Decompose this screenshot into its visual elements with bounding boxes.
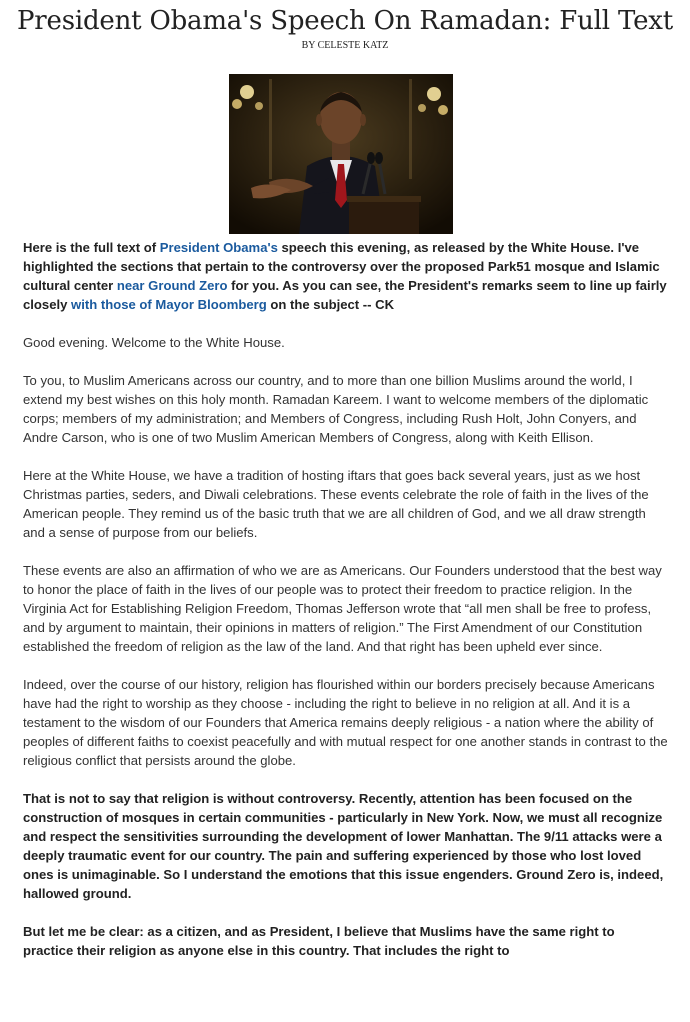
intro-text-3: for you. As you can see, the President's remarks seem to line up fairly closely bbox=[23, 278, 667, 312]
article-photo bbox=[229, 74, 453, 234]
intro-text-2: speech this evening, as released by the White House. I've highlighted the sections that pertain to the controversy over the proposed Park51 mosque and Islamic cultural center bbox=[23, 240, 660, 293]
president-obama-link[interactable]: President Obama's bbox=[159, 240, 278, 255]
ground-zero-link[interactable]: near Ground Zero bbox=[116, 278, 228, 293]
intro-text-4: on the subject -- CK bbox=[266, 297, 395, 312]
photo-illustration bbox=[229, 74, 453, 234]
paragraph-founders: These events are also an affirmation of who we are as Americans. Our Founders understood that the best way to honor the place of faith in the lives of our people was to protect their freedom to practice religion. In the Virginia Act for Establishing Religion Freedom, Thomas Jefferson wrote that “all men shall be free to profess, and by argument to maintain, their opinions in matters of religion.” The First Amendment of our Constitution established the freedom of religion as the law of the land. And that right has been upheld ever since. bbox=[23, 563, 662, 654]
byline: BY CELESTE KATZ bbox=[301, 40, 389, 51]
article-title: President Obama's Speech On Ramadan: Full Text bbox=[17, 6, 673, 36]
intro-text-1: Here is the full text of bbox=[23, 240, 160, 255]
paragraph-religion-flourished: Indeed, over the course of our history, religion has flourished within our borders precisely because Americans have had the right to worship as they choose - including the right to believe in no religion at all. And it is a testament to the wisdom of our Founders that America remains deeply religious - a nation where the ability of peoples of different faiths to coexist peacefully and with mutual respect for one another stands in contrast to the religious conflict that persists around the globe. bbox=[23, 677, 668, 768]
article-body bbox=[23, 238, 668, 960]
paragraph-right-to-practice: But let me be clear: as a citizen, and as President, I believe that Muslims have the same right to practice their religion as anyone else in this country. That includes the right to bbox=[23, 924, 615, 958]
paragraph-iftar-tradition: Here at the White House, we have a tradition of hosting iftars that goes back several years, just as we host Christmas parties, seders, and Diwali celebrations. These events celebrate the role of faith in the lives of the American people. They remind us of the basic truth that we are all children of God, and we all draw strength and a sense of purpose from our beliefs. bbox=[23, 468, 649, 540]
intro-paragraph bbox=[23, 238, 668, 314]
mayor-bloomberg-link[interactable]: with those of Mayor Bloomberg bbox=[71, 297, 267, 312]
paragraph-greeting: Good evening. Welcome to the White House. bbox=[23, 335, 285, 350]
paragraph-controversy: That is not to say that religion is without controversy. Recently, attention has been focused on the construction of mosques in certain communities - particularly in New York. Now, we must all recognize and respect the sensitivities surrounding the development of lower Manhattan. The 9/11 attacks were a deeply traumatic event for our country. The pain and suffering experienced by those who lost loved ones is unimaginable. So I understand the emotions that this issue engenders. Ground Zero is, indeed, hallowed ground. bbox=[23, 791, 664, 901]
paragraph-welcome: To you, to Muslim Americans across our country, and to more than one billion Muslims around the world, I extend my best wishes on this holy month. Ramadan Kareem. I want to welcome members of the diplomatic corps; members of my administration; and Members of Congress, including Rush Holt, John Conyers, and Andre Carson, who is one of two Muslim American Members of Congress, along with Keith Ellison. bbox=[23, 373, 649, 445]
